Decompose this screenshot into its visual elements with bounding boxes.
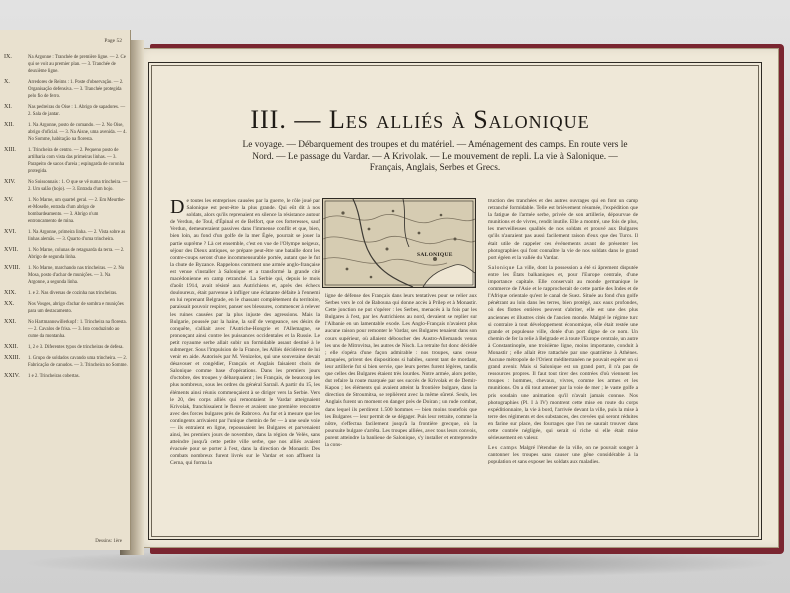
- text-column-3: [488, 198, 638, 466]
- plate-list-item: [4, 104, 128, 118]
- plate-number: XXIV.: [4, 373, 20, 379]
- plate-caption: No Soissonnais : 1. O que se vê numa trincheira. — 2. Um salão (bojo). — 3. Entrada d'um bojo.: [28, 180, 128, 192]
- plate-number: IX.: [4, 54, 12, 60]
- chapter-title: III. — Les alliés à Salonique: [250, 105, 590, 134]
- plate-list-item: [4, 197, 128, 225]
- chapter-summary: Le voyage. — Débarquement des troupes et du matériel. — Aménagement des camps. En route vers le Nord. — Le passage du Vardar. — A Krivolak. — Le mouvement de repli. La vie à Salonique. — Français, Anglais, Serbes et Grecs.: [242, 140, 628, 173]
- plate-list-item: [4, 319, 128, 340]
- column-3-text-b: La ville, dont la possession a été si âprement disputée entre les États balkaniques et, pour l'Europe centrale, d'une importance capitale. Elle conservait au monde germanique le commerce de l'Asie et le rapprocherait de cette partie des Indes et de l'Afrique orientale qu'est le canal de Suez. Située au fond d'un golfe pénétrant au loin dans les terres, bien protégé, aux eaux profondes, où des flottes entières peuvent s'abriter, elle est une des plus anciennes et illustres cités de l'ancien monde. Malgré le régime turc si contraire à tout développement économique, elle était restée une grande et populeuse ville, dotée d'un port digne de ce nom. Un chemin de fer la relie à Belgrade et à toute l'Europe centrale, un autre à Constantinople, une troisième ligne, moins importante, conduit à Monastir ; elle allait être rattachée par une quatrième à Athènes. Aucune métropole de l'Orient méditerranéen ne pouvait espérer un si grand avenir. Mais si Salonique est un grand port, il n'a pas de ressources propres. Il faut tout tirer des contrées d'où viennent les troupes : hommes, chevaux, vivres, comme les armes et les munitions. On a dû tout amener par la voie de mer ; le vaste golfe a pris soudain une animation qu'il n'avait jamais connue. Nos photographies (Pl. I à IV) montrent cette mise en route du corps expéditionnaire, la vie à bord, l'arrivée devant la ville, puis la mise à terre des régiments et des substances, des crevées qui seront réduites en farine sur place, des fourrages que l'on ne saurait trouver dans cette contrée négligée, qui serait si riche si elle était mise sérieusement en valeur.: [488, 264, 638, 442]
- plate-list-item: [4, 290, 128, 297]
- plate-list-item: [4, 247, 128, 261]
- plate-caption: 1, 2 e 3. Diferentes typos de trincheiras de defesa.: [28, 345, 124, 350]
- plate-list-item: [4, 373, 128, 380]
- plate-number: XX.: [4, 301, 15, 307]
- plate-caption: 1 e 2. Trincheiras cobertas.: [28, 374, 80, 379]
- side-heading-camps: Les camps: [488, 445, 518, 452]
- plate-list-item: [4, 355, 128, 369]
- plate-number: XV.: [4, 197, 14, 203]
- plate-caption: No Hartmannswillerkopf : 1. Trincheira na floresta. — 2. Cavalos de frisa. — 3. Isto conduzindo ao cume da montanha.: [28, 320, 127, 339]
- plate-caption: 1. No Marne, colunas de retaguarda da terra. — 2. Abrigo de segunda linha.: [28, 248, 125, 260]
- plate-number: XXII.: [4, 344, 19, 350]
- text-column-2: [325, 293, 477, 449]
- drop-cap: D: [170, 196, 185, 218]
- plate-list-item: [4, 344, 128, 351]
- plate-number: XXIII.: [4, 355, 21, 361]
- plate-list-item: [4, 179, 128, 193]
- plate-caption: 1. No Marne, marchando nas trincheiras. — 2. No Mosa, posto d'achar de munições. — 3. Na Argonne, a segunda linha.: [28, 266, 125, 285]
- column-3-text-a: truction des tranchées et des autres ouvrages qui en font un camp retranché formidable. Telle est brièvement résumée, l'expédition que la fatigue de l'armée serbe, privée de son artillerie, dépourvue de munitions et de vivres, rendit inutile. Elle a montré, une fois de plus, les merveilleuses qualités de nos soldats et prouvé aux Bulgares qu'ils n'auraient pas aussi facilement raison d'eux que des Turcs. Il était utile de rappeler ces événements avant de présenter les photographies qui font connaître la vie de nos soldats dans le grand port égéen et la vallée du Vardar.: [488, 198, 638, 261]
- plate-caption: Nas pedreiras do Oise : 1. Abrigo de sapadores. — 2. Sala de jantar.: [28, 105, 126, 117]
- plate-number: XI.: [4, 104, 12, 110]
- side-heading-salonique: Salonique: [488, 264, 515, 271]
- plate-list-item: [4, 79, 128, 100]
- column-2-text: ligne de défense des Français dans leurs tentatives pour se relier aux Serbes vers le col de Babouna qui donne accès à Prilep et à Monastir. Cette jonction ne put s'opérer : les Serbes, menacés à la fois par les Bulgares à l'est, par les Autrichiens au nord, devaient se replier sur l'Albanie en un lamentable exode. Les Anglo-Français n'avaient plus aucune raison pour remonter le Vardar, ses Bulgares tenaient dans son cours supérieur, où allaient déboucher des Austro-Allemands venus les uns de Mitrovitsa, les autres de Nisch. La retraite fut donc décidée ; elle s'opéra d'une façon admirable : nos troupes, sans cesse attaquées, prirent des dispositions si habiles, surent tant de mordant, leur artillerie fut si bien servie, que leurs pertes furent légères, tandis que celles des Bulgares étaient très lourdes. Notre armée, alors petite, dut refaire la route marquée par ses succès de Krivolak et de Demir-Kapou ; les éléments qui avaient atteint la frontière bulgare, dans la direction de Stroumitsa, se replièrent avec la même sûreté. Seuls, les Anglais furent un moment en danger près de Doiran ; un rude combat, dans lequel ils perdirent 1.500 hommes — bien moins toutefois que les Bulgares — leur permit de se dégager. Puis leur retraite, comme la nôtre, s'effectua facilement jusqu'à la frontière grecque, où la poursuite bulgare s'arrêta. Les troupes alliées, avec tous leurs convois, purent atteindre la banlieue de Salonique, s'y installer et entreprendre la cons-: [325, 293, 477, 448]
- plate-number: XVII.: [4, 247, 19, 253]
- plate-number: X.: [4, 79, 10, 85]
- plate-number: XIX.: [4, 290, 17, 296]
- plate-number: XIV.: [4, 179, 16, 185]
- plate-caption: Na Argonne : Tranchée de première ligne. — 2. Ce qui se voit au premier plan. — 3. Tranchée de deuxième ligne.: [28, 55, 126, 74]
- plate-caption: 1. Grupo de soldados cavando uma trincheira. — 2. Fabricação de canudos. — 3. Trincheira no Somme.: [28, 356, 128, 368]
- plate-number: XXI.: [4, 319, 17, 325]
- plate-caption: 1. e 2. Nas diversas de cozinha nas trincheiras.: [28, 291, 118, 296]
- plate-list-item: [4, 122, 128, 143]
- map-drawing: [323, 199, 475, 287]
- map-label: SALONIQUE: [417, 252, 453, 258]
- plate-list-item: [4, 229, 128, 243]
- plate-caption: 1. No Marne, um quartel geral. — 2. Em Meurthe-et-Moselle, entrada d'um abrigo de bombardeamento. — 3. Abrigo n'um entroncamento de mina.: [28, 198, 126, 224]
- plate-caption: Arredores de Reims : 1. Poste d'observação. — 2. Organisação defensiva. — 3. Tranchée protegida pelo fio de ferro.: [28, 80, 124, 99]
- plate-caption: 1. Na Argonne, primeira linha. — 2. Vista sobre as linhas alemãs. — 3. Quarto d'uma trincheira.: [28, 230, 126, 242]
- plate-number: XVIII.: [4, 265, 21, 271]
- column-3-text-c: Malgré l'étendue de la ville, on ne pouvait songer à cantonner les troupes sans causer une gêne considérable à la population et sans exposer les soldats aux maladies.: [488, 445, 638, 466]
- left-page-footer: Dessins: 1ère: [95, 539, 122, 544]
- plate-list-item: [4, 265, 128, 286]
- plate-number: XII.: [4, 122, 14, 128]
- plate-caption: Nos Vosges, abrigo d'achar de sombra e munições para um destacamento.: [28, 302, 124, 314]
- plate-number: XVI.: [4, 229, 17, 235]
- left-page: [0, 30, 131, 550]
- left-page-header: Page 52: [104, 38, 122, 44]
- text-column-1: [170, 198, 320, 468]
- plate-list: [4, 54, 128, 384]
- column-1-text: e toutes les entreprises causées par la guerre, le rôle joué par Salonique est peut-être la plus grande. Qui eût dit à nos soldats, alors qu'ils reprenaient en silence la résistance autour de Verdun, de Toul, d'Épinal et de Belfort, que ces forteresses, sauf Verdun, demeureraient passives dans l'immense conflit et que, bien, bien loin, au fond d'un golfe de la mer Égée, pourrait se jouer la partie suprême ? Là cet ensemble, c'est en vue de l'Olympe neigeux, séjour des Dieux antiques, se prépare peut-être une bataille dont les contre-coups seront d'une incommensurable portée, autant que le fut la chute de Byzance. Rappelons comment une armée anglo-française est venue s'installer à Salonique et a transformé la grande cité macédonienne en camp retranché. La Serbie qui, depuis le mois d'août 1914, avait résisté aux Autrichiens et, après des échecs douloureux, était parvenue à infliger une éclatante défaite à l'ennemi en lui reprenant Belgrade, en le chassant complètement du territoire, paraissait pouvoir respirer, panser ses blessures, commencer à relever les ruines causées par la plus injuste des agressions. Mais la Bulgarie, poussée par la haine, la soif de vengeance, ses désirs de conquête, s'alliait avec l'Autriche-Hongrie et l'Allemagne, se prononçant ainsi contre les puissances occidentales et la Russie. Le petit royaume serbe allait subir un formidable assaut destiné à le submerger. Sous l'impulsion de la France, les Alliés décidèrent de lui venir en aide. Autorisés par M. Venizelos, qui une souveraine devait désavouer et congédier, Français et Anglais faisaient choix de Salonique comme base d'opérations. Dans les premiers jours d'octobre, des troupes y débarquaient ; les Français, de beaucoup les plus nombreux, sous les ordres du général Sarrail. A partir du 15, les éléments ainsi réunis commençaient à se diriger vers la Serbie. Vers le 20, des corps alliés qui remontaient le Vardar atteignaient Krivolak, franchissaient le fleuve et avaient une première rencontre avec des forces bulgares près de Rabrovo. Au fur et à mesure que les contingents arrivaient par l'unique chemin de fer — à une seule voie — ils entraient en ligne, repoussaient les Bulgares et parvenaient ainsi, les premiers jours de novembre, dans la région de Velès, sans atteindre jusqu'à cette petite ville serbe, que nos alliés avaient évacuée pour se porter à l'est, dans la direction de Monastir. Des combats nombreux furent livrés sur le Vardar et son affluent la Cerna, qui forma la: [170, 198, 320, 467]
- plate-list-item: [4, 301, 128, 315]
- plate-caption: 1. Na Argonne, posto de comando. — 2. No Oise, abrigo d'oficial. — 3. Na Aisne, uma avenida. — 4. No Somme, habitação na floresta.: [28, 123, 127, 142]
- plate-number: XIII.: [4, 147, 16, 153]
- plate-list-item: [4, 54, 128, 75]
- plate-list-item: [4, 147, 128, 175]
- map-illustration: [322, 198, 476, 288]
- plate-caption: 1. Trincheira de centro. — 2. Pequeno posto de artilharia com vista das primeiras linhas. — 3. Parapeito de sacos d'areia ; espingarda de coronha protegida.: [28, 148, 125, 174]
